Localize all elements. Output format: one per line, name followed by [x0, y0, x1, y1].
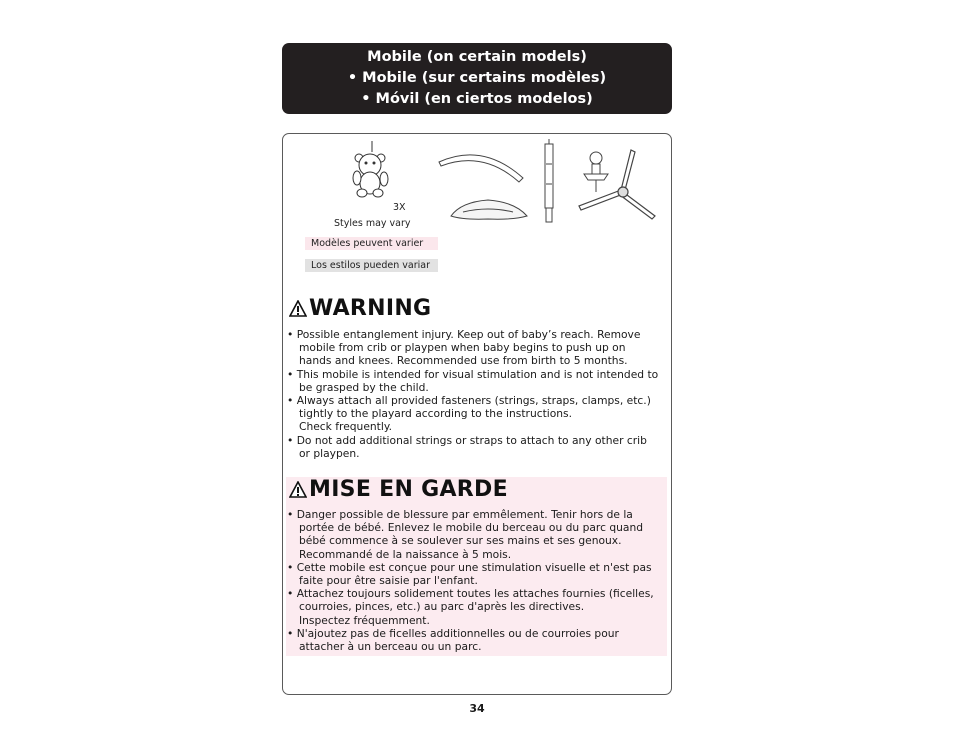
header-title-fr: • Mobile (sur certains modèles) [347, 70, 607, 86]
warning-item: • This mobile is intended for visual stimulation and is not intended to be grasped by the child. [287, 368, 659, 394]
warning-item: • Always attach all provided fasteners (strings, straps, clamps, etc.) tightly to the playard according to the instructions. Check frequently. [287, 394, 659, 434]
teddy-bear-icon [353, 141, 388, 197]
warning-triangle-icon [289, 300, 307, 318]
mise-en-garde-item: • N'ajoutez pas de ficelles additionnelles ou de courroies pour attacher à un berceau ou un parc. [287, 627, 659, 653]
warning-title: WARNING [309, 296, 432, 321]
mise-en-garde-item: • Danger possible de blessure par emmêlement. Tenir hors de la portée de bébé. Enlevez le mobile du berceau ou du parc quand bébé commence à se soulever sur ses mains et ses genoux. Recommandé de la naissance à 5 mois. [287, 508, 659, 561]
mobile-arm-icon [439, 155, 523, 182]
mise-en-garde-item: • Cette mobile est conçue pour une stimulation visuelle et n'est pas faite pour être saisie par l'enfant. [287, 561, 659, 587]
mise-en-garde-title: MISE EN GARDE [309, 477, 508, 502]
header-title-es: • Móvil (en ciertos modelos) [361, 91, 593, 107]
mise-en-garde-heading [289, 477, 508, 502]
warning-list [287, 328, 659, 460]
styles-note-en: Styles may vary [334, 218, 411, 229]
warning-heading [289, 296, 431, 321]
quantity-label: 3X [393, 202, 406, 213]
section-header [282, 43, 672, 114]
warning-item: • Possible entanglement injury. Keep out of baby’s reach. Remove mobile from crib or playpen when baby begins to push up on hands and knees. Recommended use from birth to 5 months. [287, 328, 659, 368]
mise-en-garde-item: • Attachez toujours solidement toutes les attaches fournies (ficelles, courroies, pinces, etc.) au parc d'après les directives. Inspectez fréquemment. [287, 587, 659, 627]
styles-note-es: Los estilos pueden variar [305, 259, 438, 272]
mobile-pole-icon [545, 139, 553, 222]
warning-item: • Do not add additional strings or straps to attach to any other crib or playpen. [287, 434, 659, 460]
header-title-en: Mobile (on certain models) [367, 49, 587, 65]
warning-triangle-icon [289, 481, 307, 499]
page-number: 34 [469, 702, 485, 715]
styles-note-fr: Modèles peuvent varier [305, 237, 438, 250]
mobile-base-icon [451, 200, 527, 219]
knob-icon [584, 152, 608, 192]
mise-en-garde-list [287, 508, 659, 653]
